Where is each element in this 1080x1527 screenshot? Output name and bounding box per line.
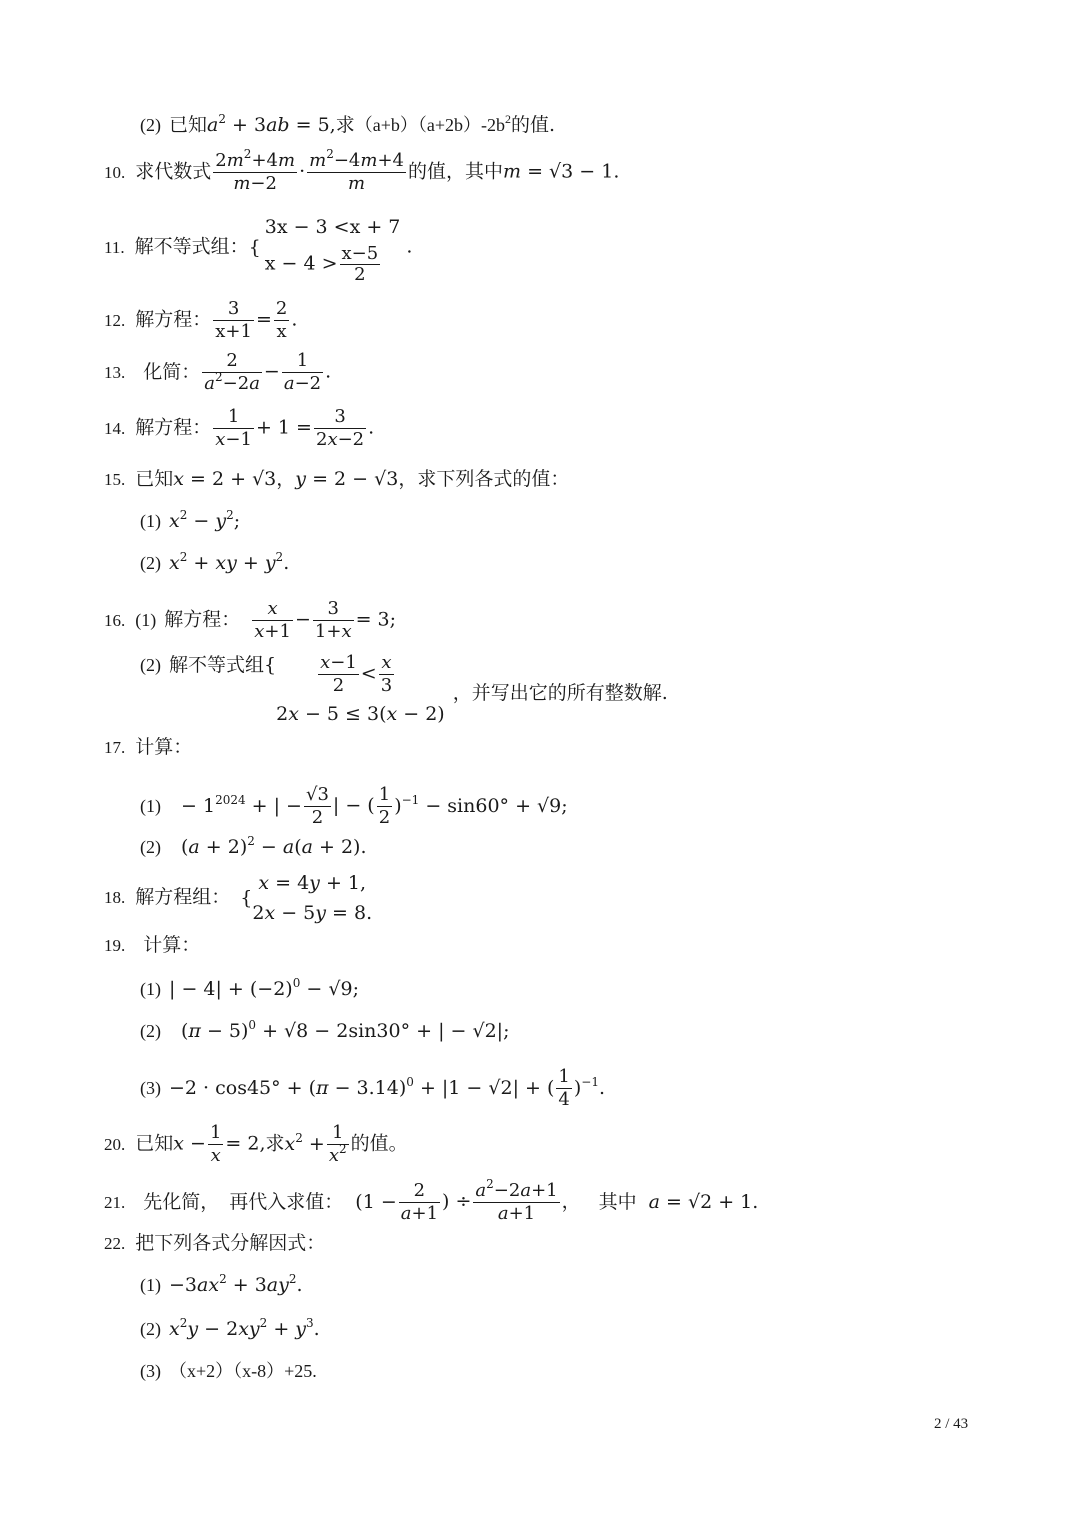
text: 化简：: [143, 360, 201, 383]
text: 求代数式: [135, 160, 212, 183]
problem-14: 14. 解方程： $\frac{1}{x-1}$ + 1 = $\frac{3}{2x-2}$ .: [104, 406, 375, 450]
text: 已知: [169, 114, 208, 136]
text: 计算：: [135, 736, 193, 758]
label: (1): [140, 979, 161, 999]
problem-number: 10.: [104, 162, 126, 182]
label: (1): [140, 511, 161, 531]
text: 解方程：: [135, 416, 212, 439]
text: ，求下列各式的值：: [398, 468, 570, 490]
text: 解方程组：: [135, 886, 231, 908]
problem-17-part-1: $(1) - 1^{2024}$ + | − $\frac{√3}{2}$ | − ( $\frac{1}{2}$ )$^{-1}$ − sin60° + √9;: [140, 784, 568, 828]
problem-number: 21.: [104, 1192, 126, 1212]
problem-number: 12.: [104, 310, 126, 330]
problem-21: 21. 先化简， 再代入求值： (1 − $\frac{2}{a+1}$ ) ÷ $\frac{a^2-2a+1}{a+1}$ ， 其中 a = √2 + 1.: [104, 1177, 759, 1224]
text: ，: [561, 1190, 581, 1213]
problem-16-part-2: (2) 解不等式组{ $\frac{x-1}{2}$ < $\frac{x}{3}$ 2x − 5 ≤ 3(x − 2) ，并写出它的所有整数解.: [140, 652, 668, 725]
label: (1): [135, 609, 157, 630]
problem-13: 13. 化简： $\frac{2}{a^2-2a}$ − $\frac{1}{a-2}$ .: [104, 350, 332, 394]
label: (3): [140, 1361, 161, 1381]
text: 把下列各式分解因式：: [135, 1232, 326, 1254]
text: 的值，其中: [408, 160, 504, 183]
text: 先化简，: [143, 1190, 220, 1213]
page-number: 2 / 43: [934, 1416, 969, 1432]
text: 已知: [135, 1132, 174, 1155]
problem-19-part-2: (2) $(\pi - 5)^0 + √8 - 2\sin 30^\circ$ + | − √2|;: [140, 1018, 510, 1042]
problem-17-part-2: (2) $(a + 2)^2 - a(a + 2)$.: [140, 834, 367, 858]
problem-number: 11.: [104, 237, 125, 257]
label: (1): [140, 795, 161, 816]
text: 其中: [598, 1190, 637, 1213]
text: 解不等式组{: [169, 654, 277, 676]
label: (2): [140, 1021, 161, 1041]
text: 解方程：: [164, 608, 241, 631]
problem-number: 18.: [104, 888, 126, 907]
text: ,求: [259, 1132, 285, 1155]
text: 计算：: [143, 934, 201, 956]
problem-22-part-1: $(1) -3ax^2 + 3ay^2$.: [140, 1272, 303, 1296]
problem-10: 10. 求代数式 $\frac{2m^2+4m}{m-2}$ · $\frac{m^2-4m+4}{m}$ 的值，其中m = √3 − 1.: [104, 147, 620, 194]
text: ，并写出它的所有整数解.: [452, 682, 668, 704]
text: 再代入求值：: [229, 1190, 344, 1213]
label: (2): [140, 655, 161, 675]
problem-20: 20. 已知x − $\frac{1}{x}$ = 2,求$x^2$ + $\frac{1}{x^2}$ 的值。: [104, 1122, 408, 1166]
problem-number: 14.: [104, 418, 126, 438]
problem-number: 22.: [104, 1234, 126, 1253]
text: 已知: [135, 468, 174, 490]
problem-22: [104, 1230, 325, 1257]
problem-19-part-1: (1) | − $4| + (-2)^0 - √9$;: [140, 976, 359, 1000]
problem-number: 17.: [104, 738, 126, 757]
text: 解不等式组：: [134, 235, 249, 258]
problem-19: [104, 932, 200, 959]
label: (2): [140, 1319, 161, 1339]
text: ，: [276, 468, 296, 490]
problem-16-part-1: 16. (1) 解方程： $\frac{x}{x+1}$ − $\frac{3}{1+x}$ = 3;: [104, 598, 397, 642]
label: (1): [140, 1275, 161, 1295]
problem-number: 20.: [104, 1134, 126, 1154]
problem-17: [104, 734, 192, 761]
fraction: $\frac{m^2-4m+4}{m}$: [309, 147, 404, 194]
problem-22-part-3: (3) （x+2）（x-8）+25.: [140, 1361, 317, 1381]
text: 的值.: [511, 114, 556, 136]
problem-number: 13.: [104, 362, 126, 382]
text: 解方程：: [135, 308, 212, 331]
problem-number: 16.: [104, 610, 126, 630]
text: 的值。: [350, 1132, 408, 1155]
fraction: $\frac{2m^2+4m}{m-2}$: [215, 147, 296, 194]
problem-12: 12. 解方程： $\frac{3}{x+1}$ = $\frac{2}{x}$ .: [104, 298, 298, 342]
problem-number: 19.: [104, 936, 126, 955]
problem-15-part-1: (1) $x^2 - y^2$;: [140, 508, 241, 532]
problem-11: 11. 解不等式组：{ 3x − 3 <x + 7 x − 4 > $\frac{x-5}{2}$ .: [104, 216, 413, 285]
problem-19-part-3: $(3) -2 \cdot \cos 45^\circ + (\pi - 3.14)^0 + |1 - √2|$ + ( $\frac{1}{4}$ )$^{-1}$.: [140, 1066, 606, 1110]
problem-9-part-2: (2) 已知$a^2 + 3ab = 5$,求$(a+b)(a+2b)-2b^2$的值.: [140, 112, 556, 136]
problem-18: 18. 解方程组： { x = 4y + 1, 2x − 5y = 8.: [104, 872, 373, 924]
label: (2): [140, 837, 161, 857]
problem-number: 15.: [104, 470, 126, 489]
problem-22-part-2: (2) $x^2y - 2xy^2 + y^3$.: [140, 1316, 320, 1340]
problem-15-part-2: (2) $x^2$ + xy + $y^2$.: [140, 550, 290, 574]
label: (2): [140, 115, 161, 135]
label: (3): [140, 1077, 161, 1098]
label: (2): [140, 553, 161, 573]
problem-15: 15. 已知x = 2 + √3，y = 2 − √3，求下列各式的值：: [104, 468, 570, 490]
